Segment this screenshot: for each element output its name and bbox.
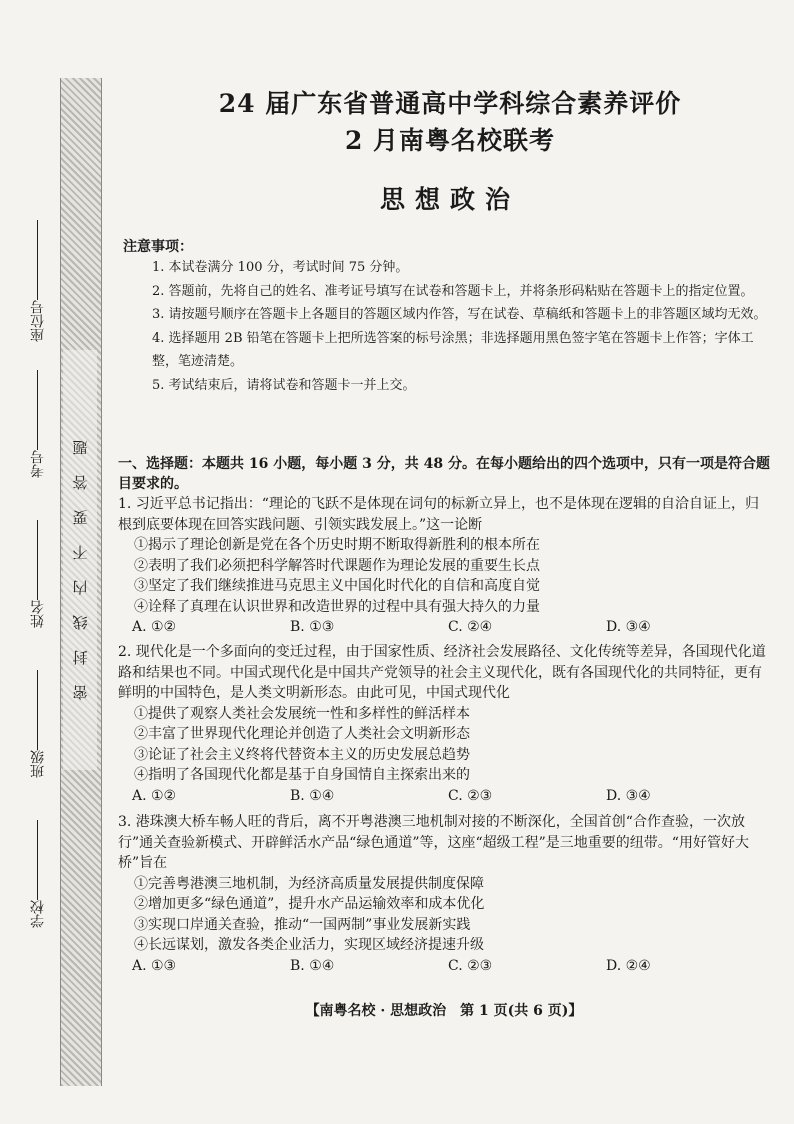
answer-choices: [118, 617, 770, 638]
choice-c: C. ②③: [448, 957, 493, 974]
question-2: [118, 642, 770, 806]
notice-list: [152, 256, 767, 397]
section-heading: 一、选择题：本题共 16 小题，每小题 3 分，共 48 分。在每小题给出的四个选项中，只有一项是符合题目要求的。: [118, 456, 770, 492]
field-class: 班级: [18, 670, 58, 778]
choice-b: B. ①③: [290, 619, 335, 635]
statement-option: ①揭示了理论创新是党在各个历史时期不断取得新胜利的根本所在: [134, 537, 540, 553]
choice-a: A. ①②: [132, 787, 177, 804]
choice-d: D. ②④: [606, 957, 651, 974]
choice-c: C. ②④: [448, 619, 493, 635]
notice-item: 3. 请按题号顺序在答题卡上各题目的答题区域内作答，写在试卷、草稿纸和答题卡上的非答题区域均无效。: [152, 307, 767, 322]
field-school: 学校: [18, 820, 58, 928]
notice-item: 5. 考试结束后，请将试卷和答题卡一并上交。: [152, 377, 416, 393]
subject-title: 思想政治: [379, 185, 520, 214]
statement-option: ②丰富了世界现代化理论并创造了人类社会文明新形态: [134, 726, 470, 742]
choice-d: D. ③④: [606, 787, 651, 804]
choice-c: C. ②③: [448, 787, 493, 804]
statement-option: ③实现口岸通关查验，推动“一国两制”事业发展新实践: [134, 916, 471, 933]
choice-a: A. ①③: [132, 957, 177, 974]
statement-option: ④指明了各国现代化都是基于自身国情自主探索出来的: [134, 767, 470, 783]
sealed-line-notice: 密封线内不要答题: [63, 350, 97, 770]
statement-option: ③论证了社会主义终将代替资本主义的历史发展总趋势: [134, 746, 470, 763]
field-seat-number: 座位号: [18, 220, 58, 342]
page-footer: 【南粤名校 · 思想政治 第 1 页(共 6 页)】: [305, 1003, 583, 1019]
exam-subtitle: 2 月南粤名校联考: [344, 126, 556, 155]
answer-choices: [118, 956, 770, 977]
choice-d: D. ③④: [606, 619, 651, 635]
field-exam-number: 考号: [18, 370, 58, 478]
exam-title: 24 届广东省普通高中学科综合素养评价: [218, 89, 682, 118]
choice-a: A. ①②: [132, 619, 177, 635]
statement-option: ④诠释了真理在认识世界和改造世界的过程中具有强大持久的力量: [134, 598, 540, 615]
field-name: 姓名: [18, 520, 58, 628]
statement-option: ②增加更多“绿色通道”，提升水产品运输效率和成本优化: [134, 896, 485, 912]
notice-item: 1. 本试卷满分 100 分，考试时间 75 分钟。: [152, 260, 409, 275]
answer-choices: [118, 786, 770, 807]
question-stem: 3. 港珠澳大桥车畅人旺的背后，离不开粤港澳三地机制对接的不断深化，全国首创“合作查验，一次放行”通关查验新模式、开辟鲜活水产品“绿色通道”等，这座“超级工程”是三地重要的纽带。“用好管好大桥”旨在: [118, 814, 749, 871]
statement-option: ①提供了观察人类社会发展统一性和多样性的鲜活样本: [134, 705, 470, 722]
question-stem: 2. 现代化是一个多面向的变迁过程，由于国家性质、经济社会发展路径、文化传统等差异，各国现代化道路和结果也不同。中国式现代化是中国共产党领导的社会主义现代化，既有各国现代化的共同特征，更有鲜明的中国特色，是人类文明新形态。由此可见，中国式现代化: [118, 644, 766, 701]
choice-b: B. ①④: [290, 957, 335, 974]
notice-heading: 注意事项：: [123, 239, 193, 255]
statement-option: ②表明了我们必须把科学解答时代课题作为理论发展的重要生长点: [134, 557, 540, 574]
question-stem: 1. 习近平总书记指出：“理论的飞跃不是体现在词句的标新立异上，也不是体现在逻辑的自洽自证上，归根到底要体现在回答实践问题、引领实践发展上。”这一论断: [118, 496, 759, 533]
statement-option: ③坚定了我们继续推进马克思主义中国化时代化的自信和高度自觉: [134, 578, 540, 594]
question-1: [118, 494, 770, 638]
statement-option: ④长远谋划，激发各类企业活力，实现区域经济提速升级: [134, 937, 484, 953]
notice-item: 2. 答题前，先将自己的姓名、准考证号填写在试卷和答题卡上，并将条形码粘贴在答题卡上的指定位置。: [152, 283, 754, 299]
question-3: [118, 812, 770, 976]
notice-item: 4. 选择题用 2B 铅笔在答题卡上把所选答案的标号涂黑；非选择题用黑色签字笔在答题卡上作答；字体工整，笔迹清楚。: [152, 330, 754, 369]
choice-b: B. ①④: [290, 787, 335, 804]
binding-fields: [18, 220, 58, 928]
statement-option: ①完善粤港澳三地机制，为经济高质量发展提供制度保障: [134, 875, 484, 892]
